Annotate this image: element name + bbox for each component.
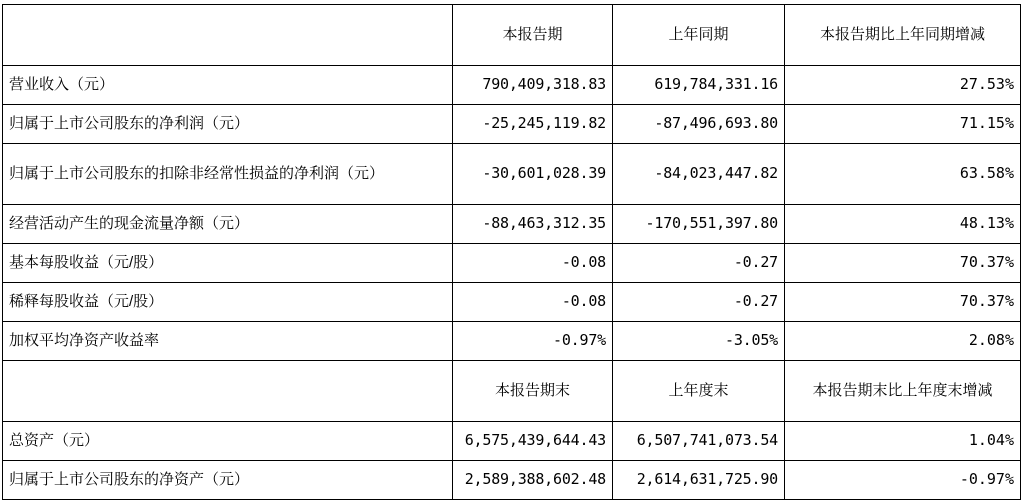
- row-change-value: 27.53%: [785, 66, 1021, 105]
- row-previous-value: -0.27: [613, 244, 785, 283]
- row-change-value: 48.13%: [785, 205, 1021, 244]
- row-current-value: -0.08: [453, 283, 613, 322]
- header-cell-change-period-end: 本报告期末比上年度末增减: [785, 361, 1021, 422]
- row-label: 归属于上市公司股东的净利润（元）: [3, 105, 453, 144]
- header-cell-blank: [3, 5, 453, 66]
- row-label: 经营活动产生的现金流量净额（元）: [3, 205, 453, 244]
- row-label: 归属于上市公司股东的扣除非经常性损益的净利润（元）: [3, 144, 453, 205]
- table-row: [3, 244, 1021, 283]
- row-change-value: 2.08%: [785, 322, 1021, 361]
- row-previous-value: 619,784,331.16: [613, 66, 785, 105]
- table-row: [3, 144, 1021, 205]
- row-current-value: 2,589,388,602.48: [453, 461, 613, 500]
- row-label: 归属于上市公司股东的净资产（元）: [3, 461, 453, 500]
- header-cell-previous-period: 上年同期: [613, 5, 785, 66]
- table-row: [3, 322, 1021, 361]
- row-current-value: 790,409,318.83: [453, 66, 613, 105]
- row-previous-value: -87,496,693.80: [613, 105, 785, 144]
- row-change-value: -0.97%: [785, 461, 1021, 500]
- row-current-value: -0.08: [453, 244, 613, 283]
- table-row: [3, 66, 1021, 105]
- financial-summary-table: [2, 4, 1021, 500]
- row-current-value: -88,463,312.35: [453, 205, 613, 244]
- table-header-row-balance: [3, 361, 1021, 422]
- header-cell-current-period: 本报告期: [453, 5, 613, 66]
- row-current-value: -30,601,028.39: [453, 144, 613, 205]
- row-previous-value: -170,551,397.80: [613, 205, 785, 244]
- row-previous-value: -84,023,447.82: [613, 144, 785, 205]
- row-change-value: 70.37%: [785, 283, 1021, 322]
- row-previous-value: 6,507,741,073.54: [613, 422, 785, 461]
- row-current-value: -0.97%: [453, 322, 613, 361]
- table-row: [3, 105, 1021, 144]
- row-label: 总资产（元）: [3, 422, 453, 461]
- row-current-value: 6,575,439,644.43: [453, 422, 613, 461]
- header-cell-current-period-end: 本报告期末: [453, 361, 613, 422]
- row-previous-value: -0.27: [613, 283, 785, 322]
- row-change-value: 1.04%: [785, 422, 1021, 461]
- row-current-value: -25,245,119.82: [453, 105, 613, 144]
- table-row: [3, 283, 1021, 322]
- table-row: [3, 461, 1021, 500]
- header-cell-previous-year-end: 上年度末: [613, 361, 785, 422]
- row-label: 营业收入（元）: [3, 66, 453, 105]
- row-label: 加权平均净资产收益率: [3, 322, 453, 361]
- row-previous-value: -3.05%: [613, 322, 785, 361]
- header-cell-change-period: 本报告期比上年同期增减: [785, 5, 1021, 66]
- table-header-row-period: [3, 5, 1021, 66]
- row-previous-value: 2,614,631,725.90: [613, 461, 785, 500]
- table-row: [3, 422, 1021, 461]
- table-row: [3, 205, 1021, 244]
- header-cell-blank-2: [3, 361, 453, 422]
- row-label: 稀释每股收益（元/股）: [3, 283, 453, 322]
- row-change-value: 71.15%: [785, 105, 1021, 144]
- row-label: 基本每股收益（元/股）: [3, 244, 453, 283]
- row-change-value: 63.58%: [785, 144, 1021, 205]
- row-change-value: 70.37%: [785, 244, 1021, 283]
